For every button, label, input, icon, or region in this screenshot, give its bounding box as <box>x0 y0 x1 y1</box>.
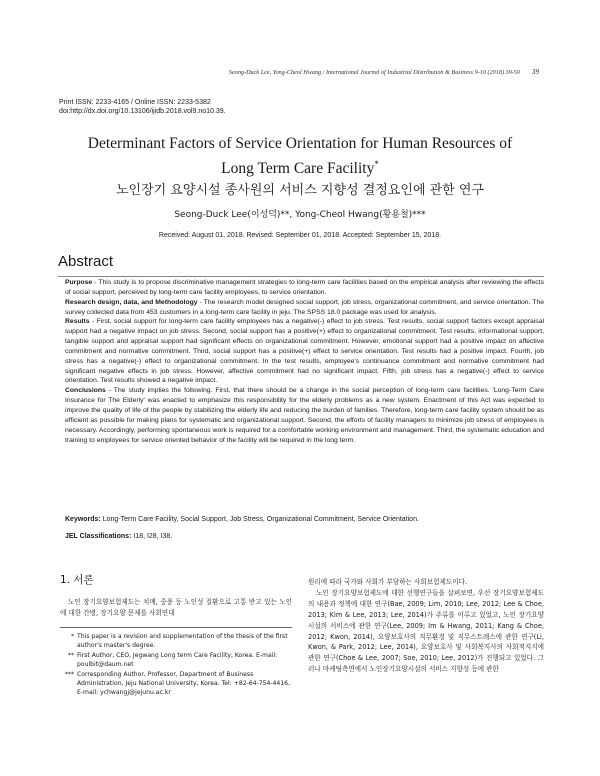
abstract-purpose: Purpose - This study is to propose discriminative management strategies to long-term care facilities based on the empirical analysis after reviewing the effects of social support, perceived by long-term care facility employees, to service orientation. <box>65 279 544 296</box>
footnote-divider <box>60 627 292 628</box>
abstract-results: Results - First, social support for long-term care facility employees has a negative(-) effect to job stress. Test results, social support factors except appraisal support had a negative impact on job stress. Second, social support has a positive(+) effect to organizational commitment. Test results, informational support, tangible support and appraisal support had significant effects on organizational commitment. However, emotional support had a positive impact on affective commitment and normative commitment. Third, social support has a positive(+) effect to service orientation. Test results had a positive impact. Fourth, job stress has a negative(-) effect to organizational commitment. In the test results, employee's continuance commitment and normative commitment had significant negative effects in job stress. However, affective commitment had no significant impact. Fifth, job stress has a negative(-) effect to service orientation. Test results showed a negative impact. <box>65 318 544 385</box>
title-line-1: Determinant Factors of Service Orientation for Human Resources of <box>87 135 513 152</box>
issn-line: Print ISSN: 2233-4165 / Online ISSN: 2233-5382 <box>59 99 211 106</box>
abstract-heading: Abstract <box>58 253 114 270</box>
doi-line: doi:http://dx.doi.org/10.13106/ijidb.2018.vol9.no10.39. <box>59 108 226 115</box>
abstract-method: Research design, data, and Methodology - The research model designed social support, job stress, organizational commitment, and service orientation. The survey collected data from 453 customers in a long-term care facility in jeju. The SPSS 18.0 package was used for analysis. <box>65 298 544 316</box>
title-line-2: Long Term Care Facility* <box>221 159 379 178</box>
paper-title <box>60 133 540 179</box>
intro-paragraph-left: 노인 장기요양보험제도는 치매, 중풍 등 노인성 질환으로 고통 받고 있는 노인에 대한 간병, 장기요양 문제를 사회연대 <box>60 598 292 617</box>
footnote: * This paper is a revision and supplementation of the thesis of the first author's master's degree. <box>70 633 288 650</box>
authors: Seong-Duck Lee(이성덕)**, Yong-Cheol Hwang(황용철)*** <box>174 210 426 220</box>
footnote: *** Corresponding Author, Professor, Department of Business Administration, Jeju National University, Korea. Tel: +82-64-754-4416, E-mail: ychwangj@jejunu.ac.kr <box>64 670 290 697</box>
received-dates: Received: August 01, 2018. Revised: September 01, 2018. Accepted: September 15, 2018. <box>158 232 442 239</box>
paragraph: 원리에 따라 국가와 사회가 부담하는 사회보험제도이다. <box>308 578 468 586</box>
paragraph: 노인 장기요양보험제도에 대한 선행연구들을 살펴보면, 우선 장기요양보험제도의 내용과 정책에 대한 연구(Bae, 2009; Lim, 2010; Lee, 2012; Lee & Choe, 2013; Kim & Lee, 2013; Lee, 2014)가 주류를 이루고 있었고, 노인 장기요양시설의 서비스에 관한 연구(Lee, 2009; Im & Hwang, 2011; Kang & Choe, 2012; Kwon, 2014), 요양보호사의 직무환경 및 직무스트레스에 관한 연구(Li, Kwon, & Park, 2012; Lee, 2014), 요양보호사 및 사회복지사의 사회적지지에 관한 연구(Choe & Lee, 2007; Soe, 2010; Lee, 2012)가 진행되고 있었다. 그러나 마케팅측면에서 노인장기요양시설의 서비스 지향성 등에 관한 <box>308 588 544 674</box>
footnote: ** First Author, CEO, Jegwang Long term Care Facility, Korea. E-mail: poulbit@daum.net <box>67 651 278 669</box>
keywords: Keywords: Long-Term Care Facility, Social Support, Job Stress, Organizational Commitment, Service Orientation. <box>65 516 419 523</box>
abstract-conclusions: Conclusions - The study implies the following. First, that there should be a change in the social perception of long-term care facilities. 'Long-Term Care Insurance for The Elderly' was enacted to emphasize this responsibility for the elderly problems as a new system. Enactment of this Act was expected to improve the quality of life of the people by stabilizing the elderly life and reducing the burden of families. Therefore, long-term care facility system should be as efficient as possible for making plans for systematic and organizational support. Second, the efforts of facility managers to minimize job stress of employees is necessary. Accordingly, performing spontaneous work is required for a comfortable working environment and management. Third, the systematic education and training to employees for service oriented behavior of the facility will be required in the long term. <box>65 387 544 444</box>
running-head: Seong-Duck Lee, Yong-Cheol Hwang / International Journal of Industrial Distribution & Business 9-10 (2018) 39-50 <box>228 69 520 76</box>
footnotes <box>60 632 292 698</box>
intro-column-right <box>308 577 544 675</box>
issn-block <box>59 98 226 116</box>
section-heading-introduction: 1. 서론 <box>60 574 94 586</box>
korean-title: 노인장기 요양시설 종사원의 서비스 지향성 결정요인에 관한 연구 <box>116 183 484 198</box>
abstract-divider <box>58 276 544 277</box>
page-number: 39 <box>532 68 539 76</box>
title-footnote-mark: * <box>374 159 379 169</box>
jel-classifications: JEL Classifications: I18, I28, I38. <box>65 533 173 540</box>
abstract-body <box>65 278 544 445</box>
